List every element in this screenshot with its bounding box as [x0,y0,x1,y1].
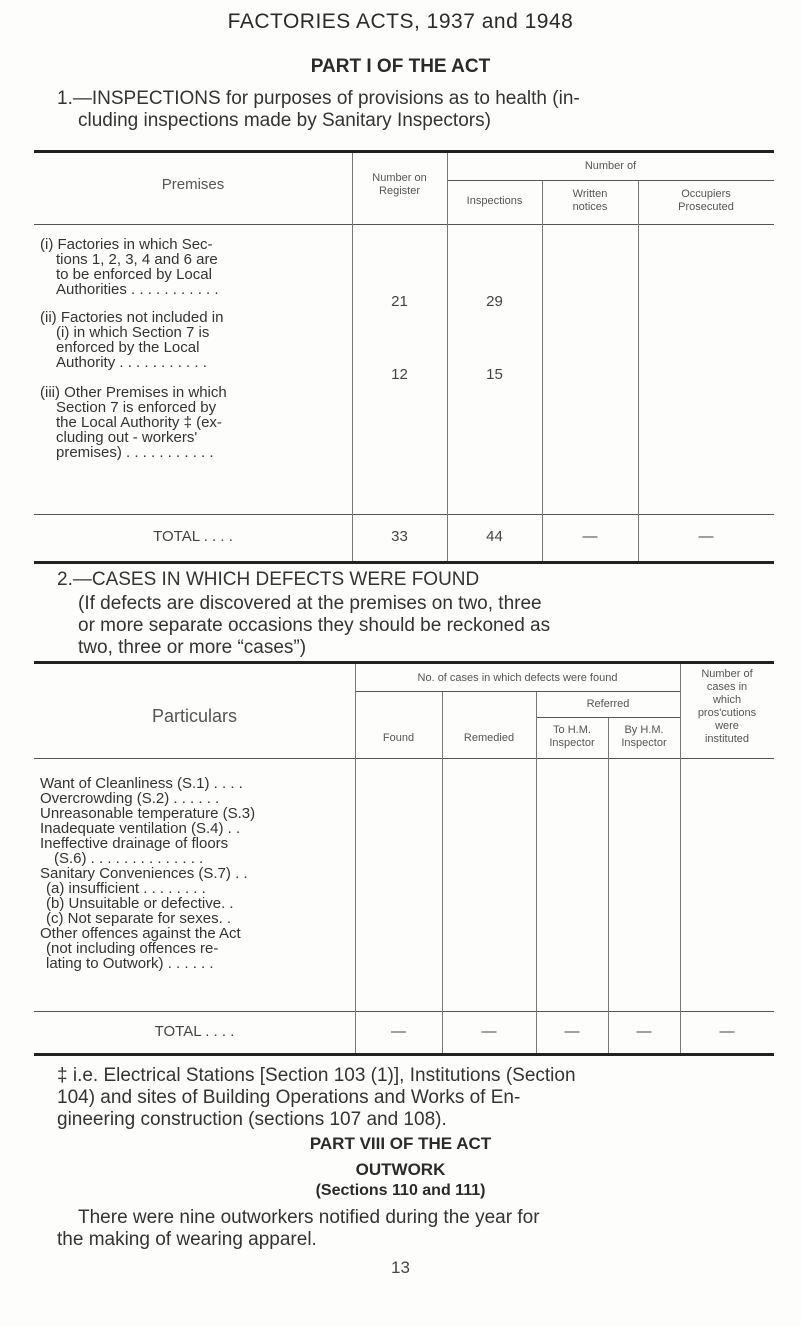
list-item: Ineffective drainage of floors [40,835,229,852]
col-particulars: Particulars [151,706,238,726]
col-defects-group: No. of cases in which defects were found [417,672,618,684]
table2-total-prosecutions: — [719,1023,735,1040]
list-item: lating to Outwork) . . . . . . [46,955,214,972]
list-item: (c) Not separate for sexes. . [46,910,232,927]
table2-rows [40,776,352,971]
table1-total-rule [34,514,774,515]
outwork-text-line1: There were nine outworkers notified during the year for [78,1207,540,1228]
list-item: (a) insufficient . . . . . . . . [46,880,206,897]
col-register: Number on Register [372,172,427,197]
row1-inspections: 29 [486,293,503,310]
page-header: FACTORIES ACTS, 1937 and 1948 [227,10,574,33]
list-item: Want of Cleanliness (S.1) . . . . [40,775,243,792]
list-item: (b) Unsuitable or defective. . [46,895,234,912]
outwork-sections: (Sections 110 and 111) [315,1182,486,1199]
list-item: Inadequate ventilation (S.4) . . [40,820,241,837]
table2-total-found: — [391,1023,406,1040]
table2-group-rule [355,691,680,692]
table2-bottom-rule [34,1053,774,1056]
table1-group-rule [447,180,774,181]
table1-total-label: TOTAL . . . . [153,528,233,545]
col-found: Found [382,732,415,744]
col-premises: Premises [161,176,225,193]
table1-total-register: 33 [391,528,408,545]
table1-bottom-rule [34,561,774,564]
col-prosecutions: Number of cases in which pros'cutions were instituted [697,668,757,745]
list-item: (not including offences re- [46,940,219,957]
list-item: Sanitary Conveniences (S.7) . . [40,865,248,882]
list-item: Overcrowding (S.2) . . . . . . [40,790,220,807]
table1-top-rule [34,150,774,153]
section2-sub-line1: (If defects are discovered at the premises on two, three [78,593,542,614]
table2-total-label: TOTAL . . . . [154,1023,235,1040]
row1-register: 21 [391,293,408,310]
part8-title: PART VIII OF THE ACT [309,1134,492,1153]
footnote: ‡ i.e. Electrical Stations [Section 103 (1)], Institutions (Section 104) and sites of Building Operations and Works of En- gineering construction (sections 107 and 108). [57,1065,576,1130]
table1-row: (iii) Other Premises in which Section 7 is enforced by the Local Authority ‡ (ex- cluding out - workers' premises) . . . . . . . . . . . [40,384,227,461]
list-item: (S.6) . . . . . . . . . . . . . . [54,850,204,867]
row2-inspections: 15 [486,366,503,383]
col-notices: Written notices [572,188,608,213]
table2-total-remedied: — [481,1023,497,1040]
col-remedied: Remedied [463,732,515,744]
outwork-text-line2: the making of wearing apparel. [57,1229,317,1250]
table1-row: (ii) Factories not included in (i) in which Section 7 is enforced by the Local Authority . . . . . . . . . . . [40,309,224,371]
table1-total-prosecuted: — [698,528,714,545]
col-number-of: Number of [584,160,637,172]
table1-row: (i) Factories in which Sec- tions 1, 2, 3, 4 and 6 are to be enforced by Local Authorities . . . . . . . . . . . [40,236,219,298]
section1-heading-line2: cluding inspections made by Sanitary Inspectors) [78,110,491,131]
table2-total-by-hm: — [636,1023,652,1040]
outwork-title: OUTWORK [355,1160,446,1179]
section2-heading: 2.—CASES IN WHICH DEFECTS WERE FOUND [57,569,480,590]
section2-sub-line2: or more separate occasions they should be reckoned as [78,615,551,636]
page-number: 13 [391,1258,410,1277]
col-referred: Referred [586,698,630,710]
col-by-hm: By H.M. Inspector [621,724,667,749]
part1-title: PART I OF THE ACT [310,56,491,77]
table1-header-rule [34,224,774,225]
section1-heading-line1: 1.—INSPECTIONS for purposes of provisions as to health (in- [57,88,580,109]
table2-total-rule [34,1011,774,1012]
section2-sub-line3: two, three or more “cases”) [78,637,307,658]
table2-total-to-hm: — [564,1023,580,1040]
list-item: Unreasonable temperature (S.3) [40,805,256,822]
table1-total-notices: — [582,528,598,545]
list-item: Other offences against the Act [40,925,241,942]
col-to-hm: To H.M. Inspector [549,724,595,749]
table2-header-rule [34,758,774,759]
table1-total-inspections: 44 [486,528,503,545]
col-inspections: Inspections [466,195,523,207]
table2-top-rule [34,661,774,664]
row2-register: 12 [391,366,408,383]
col-prosecuted: Occupiers Prosecuted [678,188,734,213]
